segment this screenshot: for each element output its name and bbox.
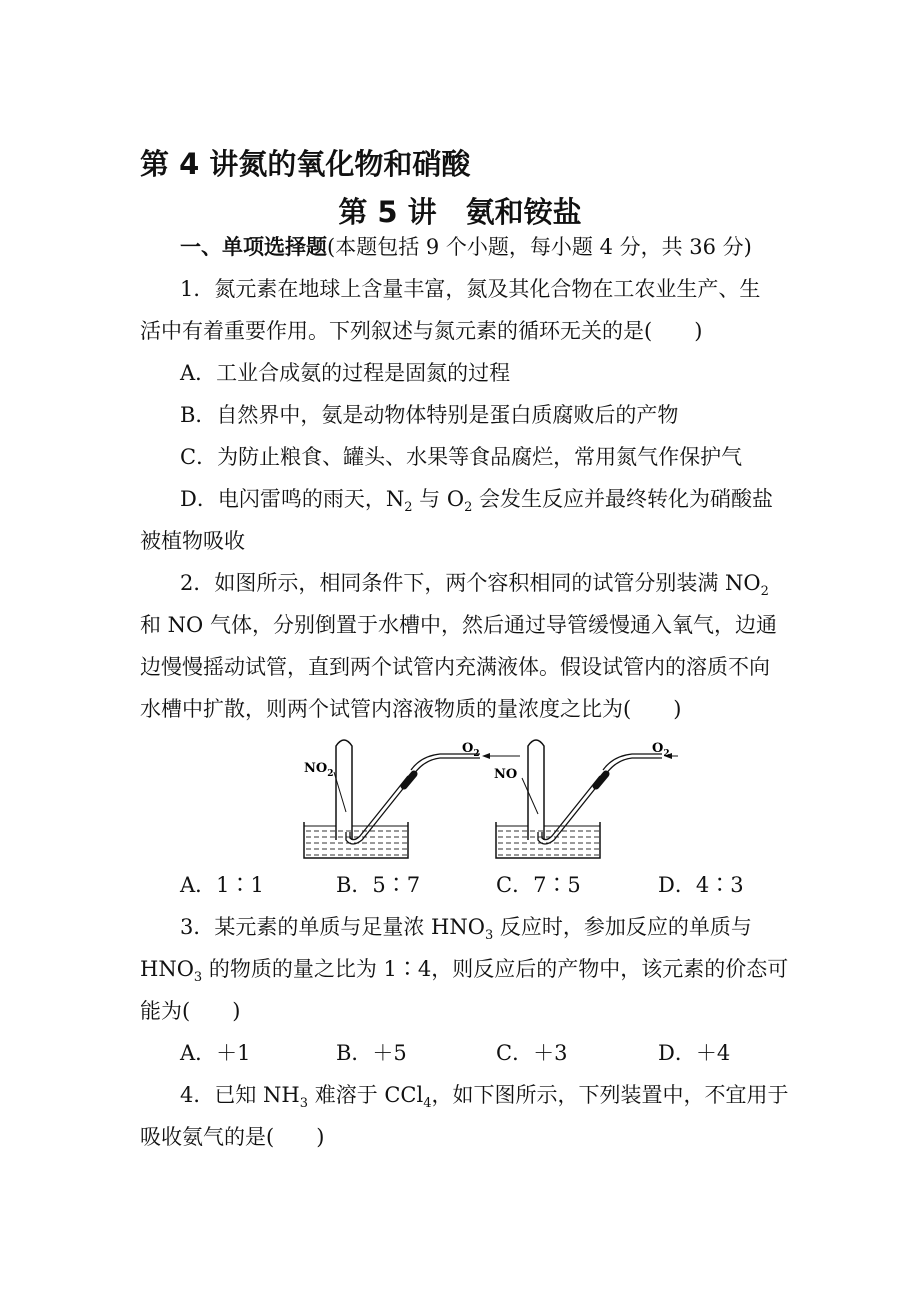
q1-line2: 活中有着重要作用。下列叙述与氮元素的循环无关的是( ) [140,319,703,343]
q2-line2: 和 NO 气体，分别倒置于水槽中，然后通过导管缓慢通入氧气，边通 [140,613,777,637]
right-gas-label: NO [494,767,518,782]
left-o2-label: $O_2$ [462,741,480,759]
q1-line1: 1．氮元素在地球上含量丰富，氮及其化合物在工农业生产、生 [180,277,761,301]
left-gas-label: $NO_2$ [304,761,334,779]
section-note: (本题包括 9 个小题，每小题 4 分，共 36 分) [327,235,752,259]
right-o2-label: $O_2$ [652,741,670,759]
page-title: 第 4 讲氮的氧化物和硝酸 [140,147,471,181]
q1-option-d: D．电闪雷鸣的雨天，$N_2$ 与 $O_2$ 会发生反应并最终转化为硝酸盐 [180,487,774,516]
q3-option-c: C．＋3 [496,1041,568,1065]
q1-option-a: A．工业合成氨的过程是固氮的过程 [180,361,511,385]
q1-option-d-cont: 被植物吸收 [140,529,245,553]
left-apparatus [304,740,520,858]
q3-option-b: B．＋5 [336,1041,407,1065]
q3-option-a: A．＋1 [180,1041,251,1065]
q2-option-d: D．4∶3 [658,873,744,897]
q3-line1: 3．某元素的单质与足量浓 $HNO_3$ 反应时，参加反应的单质与 [180,915,752,944]
q3-option-d: D．＋4 [658,1041,731,1065]
q2-line4: 水槽中扩散，则两个试管内溶液物质的量浓度之比为( ) [140,697,682,721]
right-apparatus [494,740,678,858]
q3-line3: 能为( ) [140,999,241,1023]
q2-option-b: B．5∶7 [336,873,421,897]
q1-option-c: C．为防止粮食、罐头、水果等食品腐烂，常用氮气作保护气 [180,445,743,469]
section-title: 第 5 讲 氨和铵盐 [338,195,582,229]
q4-line1: 4．已知 $NH_3$ 难溶于 CCl$_4$，如下图所示，下列装置中，不宜用于 [180,1083,789,1112]
q2-option-c: C．7∶5 [496,873,581,897]
q4-line2: 吸收氨气的是( ) [140,1125,325,1149]
q3-line2: $HNO_3$ 的物质的量之比为 1∶4，则反应后的产物中，该元素的价态可 [140,957,789,986]
q2-line1: 2．如图所示，相同条件下，两个容积相同的试管分别装满 $NO_2$ [180,571,769,600]
section-label: 一、单项选择题 [180,234,327,259]
q1-option-b: B．自然界中，氨是动物体特别是蛋白质腐败后的产物 [180,403,679,427]
section-heading [180,232,752,262]
q2-option-a: A．1∶1 [180,873,264,897]
q2-line3: 边慢慢摇动试管，直到两个试管内充满液体。假设试管内的溶质不向 [140,655,770,679]
test-tube-figure [290,732,680,866]
